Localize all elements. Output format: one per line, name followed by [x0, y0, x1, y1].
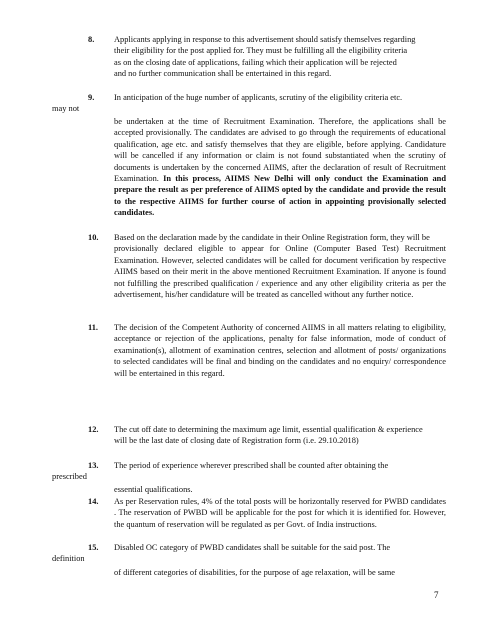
clause-9 [88, 92, 446, 103]
clause-number: 11. [88, 323, 99, 332]
clause-15-overflow-word: definition [52, 554, 85, 563]
clause-number: 10. [88, 233, 99, 242]
clause-text-continued: their eligibility for the post applied for. They must be fulfilling all the eligibility criteria as on the closing date of applications, failing which their application will be rejected and no further communication shall be entertained in this regard. [114, 46, 408, 79]
clause-13-overflow-word: prescribed [52, 472, 87, 481]
clause-text-first: The period of experience wherever prescribed shall be counted after obtaining the [114, 461, 389, 470]
clause-8 [88, 34, 446, 80]
clause-15-body: of different categories of disabilities, for the purpose of age relaxation, will be same [114, 568, 396, 577]
clause-text-plain: be undertaken at the time of Recruitment Examination. Therefore, the applications shall be accepted provisionally. The candidates are advised to go through the requirements of educational qualification, age etc. and satisfy themselves that they are eligible, before applying. Candidature will be cancelled if any information or claim is not found substantiated when the scrutiny of documents is undertaken by the concerned AIIMS, after the declaration of result of Recruitment Examination. [114, 117, 446, 184]
clause-number: 14. [88, 497, 99, 506]
clause-9-overflow-word: may not [52, 104, 80, 113]
clause-number: 8. [88, 35, 95, 44]
clause-text-bold: In this process, AIIMS New Delhi will only conduct the Examination and prepare the result as per preference of AIIMS opted by the candidate and provide the result to the respective AIIMS for further course of action in appointing provisionally selected candidates. [114, 174, 446, 218]
clause-13-body: essential qualifications. [114, 485, 193, 494]
clause-text-first: In anticipation of the huge number of applicants, scrutiny of the eligibility criteria etc. [114, 93, 403, 102]
clause-15 [88, 542, 446, 553]
clause-text-first: Applicants applying in response to this advertisement should satisfy themselves regarding [114, 35, 416, 44]
clause-text-continued: provisionally declared eligible to appear for Online (Computer Based Test) Recruitment Examination. However, selected candidates will be called for document verification by respective AIIMS based on their merit in the above mentioned Recruitment Examination. If anyone is found not fulfilling the prescribed qualification / experience and any other eligibility criteria as per the advertisement, his/her candidature will be treated as cancelled without any further notice. [114, 244, 446, 300]
clause-text-first: Based on the declaration made by the candidate in their Online Registration form, they will be [114, 233, 430, 242]
clause-14 [88, 496, 446, 530]
clause-9-body [88, 116, 446, 219]
clause-11 [88, 322, 446, 379]
clause-number: 13. [88, 461, 99, 470]
clause-13 [88, 460, 446, 471]
clause-text-first: The decision of the Competent Authority of concerned AIIMS in all matters relating to eligibility, acceptance or rejection of the applications, penalty for false information, mode of conduct of examination(s), allotment of examination centres, selection and allotment of posts/ organizations to selected candidates will be final and binding on the candidates and no enquiry/ correspondence will be entertained in this regard. [114, 323, 446, 378]
clause-text-first: As per Reservation rules, 4% of the total posts will be horizontally reserved for PWBD candidates . The reservation of PWBD will be applicable for the post for which it is identified for. However, the quantum of reservation will be regulated as per Govt. of India instructions. [114, 497, 446, 529]
clause-number: 9. [88, 93, 95, 102]
clause-12 [88, 424, 446, 447]
clause-text-continued: will be the last date of closing date of Registration form (i.e. 29.10.2018) [114, 436, 359, 446]
clause-10 [88, 232, 446, 300]
clause-number: 15. [88, 543, 99, 552]
clause-text-first: Disabled OC category of PWBD candidates shall be suitable for the said post. The [114, 543, 391, 552]
page-number: 7 [434, 590, 439, 600]
clause-number: 12. [88, 425, 99, 434]
clause-text-first: The cut off date to determining the maximum age limit, essential qualification & experience [114, 425, 423, 434]
